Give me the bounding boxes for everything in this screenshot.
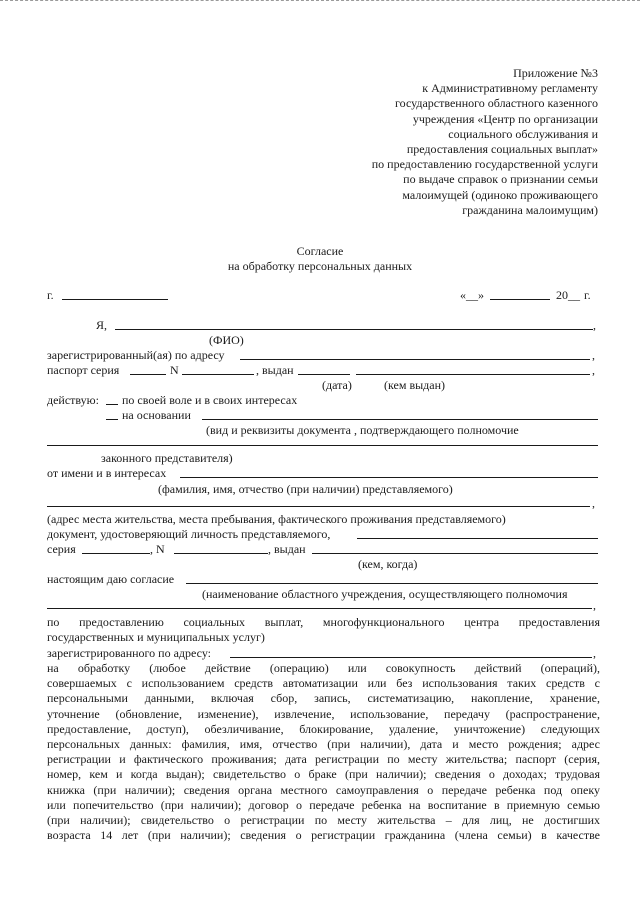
number-field[interactable]	[174, 553, 268, 554]
passport-series-field[interactable]	[130, 374, 166, 375]
passport-number-field[interactable]	[182, 374, 254, 375]
basis-field[interactable]	[202, 419, 598, 420]
basis-label: на основании	[122, 408, 191, 422]
series-field[interactable]	[82, 553, 150, 554]
appendix-line: гражданина малоимущим)	[462, 202, 598, 217]
passport-date-field[interactable]	[298, 374, 350, 375]
represented-name-field[interactable]	[180, 477, 598, 478]
fio-field[interactable]	[115, 329, 593, 330]
address-hint: (адрес места жительства, места пребывания, фактического проживания представляемого)	[47, 512, 506, 526]
doc-title: Согласие	[296, 244, 344, 258]
acting-label: действую:	[47, 393, 99, 407]
document-page: Приложение №3 к Административному регламенту государственного областного казенного учреждения «Центр по организации социального обслуживания и предоставления социальных выплат» по предоставлению государственной услуги по выдаче справок о признании семьи малоимущей (одиноко проживающего гражданина малоимущим) Согласие на обработку персональных данных г. «__» 20__ г. Я, , (ФИО) зарегистрированный(ая) по адресу , паспорт серия N , выдан , (дата) (кем выдан) действую: по своей воле и в своих интересах на основании (вид и реквизиты документа , подтверждающего полномочие законного представителя) от имени и в интересах (фамилия, имя, отчество (при наличии) представляемого) , (адрес места жительства, места пребывания, фактического проживания представляемого) документ, удостоверяющий личность представляемого, серия , N , выдан (кем, когда) настоящим даю согласие (наименование областного учреждения, осуществляющего полномочия , по предоставлению социальных выплат, многофункционального центра предоставления государственных и муниципальных услуг) зарегистрированного по адресу: , на обработку (любое действие (операцию) или совокупность действий (операций), совершаемых с использованием средств автоматизации или без использования таких средств с персональными данными, включая сбор, запись, систематизацию, накопление, хранение, уточнение (обновление, изменение), извлечение, использование, передачу (распространение, предоставление, доступ), обезличивание, блокирование, удаление, уничтожение) следующих персональных данных: фамилия, имя, отчество (при наличии), дата и место рождения; адрес регистрации и фактического проживания; дата регистрации по месту жительства; паспорт (серия, номер, кем и когда выдан); свидетельство о браке (при наличии); сведения о доходах; трудовая книжка (при наличии); сведения органа местного самоуправления о передаче ребенка под опеку или попечительство (при наличии); договор о передаче ребенка на воспитание в приемную семью (при наличии); свидетельство о регистрации по месту жительства – для лиц, не достигших возраста 14 лет (при наличии); сведения о регистрации гражданина (члена семьи) в качестве	[0, 0, 640, 905]
body-line: на обработку (любое действие (операцию) или совокупность действий (операций),	[47, 661, 600, 675]
issuer-hint: (кем выдан)	[384, 378, 446, 392]
basis-field-2[interactable]	[47, 445, 598, 446]
reg-addr-field[interactable]	[230, 657, 592, 658]
mfc-line-2: государственных и муниципальных услуг)	[47, 630, 265, 644]
date-day: «__»	[460, 288, 484, 302]
own-will-label: по своей воле и в своих интересах	[122, 393, 298, 407]
date-hint: (дата)	[322, 378, 352, 392]
body-line: (при наличии); свидетельство о регистрации по месту жительства – для лиц, не достигших	[47, 813, 600, 827]
body-line: предоставление, доступ), обезличивание, блокирование, удаление, уничтожение) следующих	[47, 721, 600, 736]
body-line: номер, кем и когда выдан); свидетельство о браке (при наличии); сведения о доходах; трудовая	[47, 767, 600, 782]
passport-issuer-field[interactable]	[356, 374, 590, 375]
id-doc-label: документ, удостоверяющий личность представляемого,	[47, 527, 331, 541]
issued2-label: , выдан	[268, 542, 306, 556]
appendix-line: социального обслуживания и	[448, 126, 598, 141]
date-year: 20__	[556, 288, 580, 302]
passport-issued-label: , выдан	[256, 363, 294, 377]
date-month-field[interactable]	[490, 299, 550, 300]
body-line: книжка (при наличии); сведения органа местного самоуправления о передаче ребенка под опеку	[47, 782, 600, 797]
id-doc-field[interactable]	[357, 538, 598, 539]
registered-label: зарегистрированный(ая) по адресу	[47, 348, 225, 362]
org-hint: (наименование областного учреждения, осуществляющего полномочия	[202, 587, 568, 601]
i-label: Я,	[96, 318, 108, 332]
doc-subtitle: на обработку персональных данных	[227, 259, 413, 273]
n-label: , N	[150, 542, 165, 556]
city-label: г.	[47, 288, 54, 302]
appendix-block	[298, 66, 598, 218]
own-will-checkbox[interactable]	[106, 404, 118, 405]
body-line: персональных данных: фамилия, имя, отчество (при наличии), дата и место рождения; адрес	[47, 737, 600, 751]
body-line: или попечительство (при наличии); договор о передаче ребенка на воспитание в приемную семью	[47, 797, 600, 812]
consent-label: настоящим даю согласие	[47, 572, 175, 586]
represented-hint: (фамилия, имя, отчество (при наличии) представляемого)	[158, 482, 453, 496]
who-when-hint: (кем, когда)	[358, 557, 418, 571]
series-label: серия	[47, 542, 76, 556]
date-year-suffix: г.	[584, 288, 591, 302]
registered-address-field[interactable]	[240, 359, 590, 360]
city-field[interactable]	[62, 299, 168, 300]
passport-series-label: паспорт серия	[47, 363, 120, 377]
on-behalf-label: от имени и в интересах	[47, 466, 167, 480]
appendix-line: по выдаче справок о признании семьи	[403, 172, 598, 187]
fio-hint: (ФИО)	[209, 333, 244, 347]
body-line: возраста 14 лет (при наличии); сведения о регистрации гражданина (члена семьи) в качестве	[47, 828, 600, 843]
mfc-line-1: по предоставлению социальных выплат, многофункционального центра предоставления	[47, 615, 600, 629]
reg-addr-label: зарегистрированного по адресу:	[47, 646, 211, 660]
body-line: совершаемых с использованием средств автоматизации или без использования таких средств с	[47, 676, 600, 691]
issued2-field[interactable]	[312, 553, 598, 554]
appendix-line: государственного областного казенного	[395, 96, 598, 111]
appendix-line: по предоставлению государственной услуги	[371, 157, 598, 172]
appendix-line: малоимущей (одиноко проживающего	[402, 187, 598, 202]
body-line: персональными данными, включая сбор, запись, систематизацию, накопление, хранение,	[47, 691, 600, 706]
represented-address-field[interactable]	[47, 506, 590, 507]
doc-hint-1: (вид и реквизиты документа , подтверждающего полномочие	[206, 423, 519, 437]
scan-edge	[0, 0, 640, 4]
basis-checkbox[interactable]	[106, 419, 118, 420]
appendix-line: учреждения «Центр по организации	[412, 111, 598, 126]
appendix-line: предоставления социальных выплат»	[406, 142, 598, 157]
appendix-line: к Административному регламенту	[422, 81, 598, 96]
org-field-2[interactable]	[47, 608, 592, 609]
org-field[interactable]	[186, 583, 598, 584]
body-line: уточнение (обновление, изменение), извлечение, использование, передачу (распространение,	[47, 706, 600, 721]
appendix-line: Приложение №3	[513, 66, 598, 80]
doc-hint-2: законного представителя)	[101, 451, 233, 465]
body-line: регистрации и фактического проживания; дата регистрации по месту жительства; паспорт (серия,	[47, 752, 600, 767]
passport-n-label: N	[170, 363, 179, 377]
